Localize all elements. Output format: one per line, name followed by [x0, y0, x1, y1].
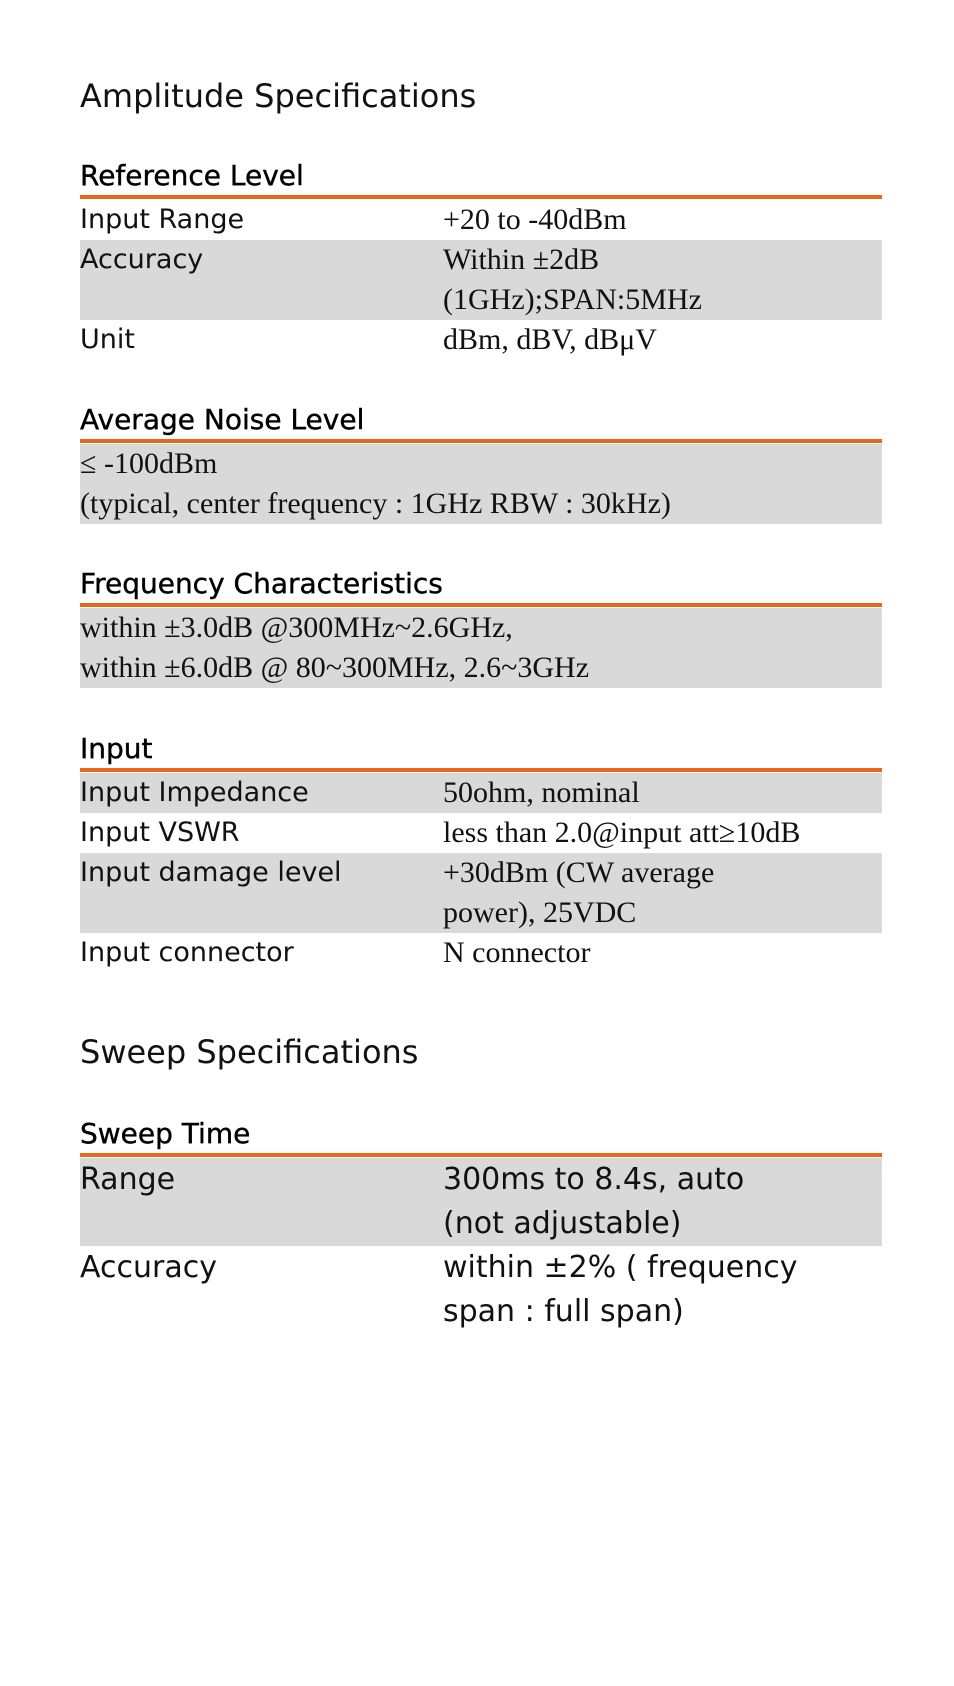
spec-label: Input VSWR	[80, 817, 240, 848]
spec-row-input-impedance	[80, 773, 882, 813]
group-title-reference-level: Reference Level	[80, 158, 882, 199]
spec-label: Input Impedance	[80, 777, 309, 808]
section-title-sweep: Sweep Specifications	[80, 1033, 419, 1071]
average-noise-group	[80, 402, 882, 524]
spec-value: dBm, dBV, dBμV	[443, 323, 657, 356]
spec-label: Input connector	[80, 937, 294, 968]
spec-value: less than 2.0@input att≥10dB	[443, 816, 801, 849]
spec-label: Range	[80, 1162, 176, 1197]
spec-row-accuracy	[80, 240, 882, 320]
spec-label: Accuracy	[80, 1250, 217, 1285]
spec-row-unit	[80, 320, 882, 360]
spec-row-range	[80, 1158, 882, 1246]
spec-label: Input Range	[80, 204, 245, 235]
spec-value: +30dBm (CW average power), 25VDC	[443, 856, 715, 929]
spec-row-input-damage-level	[80, 853, 882, 933]
spec-row-input-range	[80, 200, 882, 240]
input-group	[80, 731, 882, 973]
average-noise-value: ≤ -100dBm (typical, center frequency : 1GHz RBW : 30kHz)	[80, 444, 882, 524]
spec-label: Accuracy	[80, 244, 204, 275]
section-title-amplitude: Amplitude Specifications	[80, 77, 477, 115]
group-title-sweep-time: Sweep Time	[80, 1116, 882, 1157]
reference-level-group	[80, 158, 882, 360]
frequency-characteristics-value: within ±3.0dB @300MHz~2.6GHz, within ±6.0dB @ 80~300MHz, 2.6~3GHz	[80, 608, 882, 688]
spec-value: 50ohm, nominal	[443, 776, 640, 809]
sweep-time-group	[80, 1116, 882, 1334]
spec-row-input-vswr	[80, 813, 882, 853]
spec-label: Unit	[80, 324, 135, 355]
spec-row-input-connector	[80, 933, 882, 973]
spec-label: Input damage level	[80, 857, 342, 888]
spec-value: 300ms to 8.4s, auto (not adjustable)	[443, 1162, 745, 1241]
spec-value: N connector	[443, 936, 591, 969]
group-title-input: Input	[80, 731, 882, 772]
spec-value: +20 to -40dBm	[443, 203, 627, 236]
spec-value: Within ±2dB (1GHz);SPAN:5MHz	[443, 243, 702, 316]
spec-value: within ±2% ( frequency span : full span)	[443, 1250, 798, 1329]
group-title-frequency-characteristics: Frequency Characteristics	[80, 566, 882, 607]
group-title-average-noise: Average Noise Level	[80, 402, 882, 443]
spec-row-sweep-accuracy	[80, 1246, 882, 1334]
frequency-characteristics-group	[80, 566, 882, 688]
